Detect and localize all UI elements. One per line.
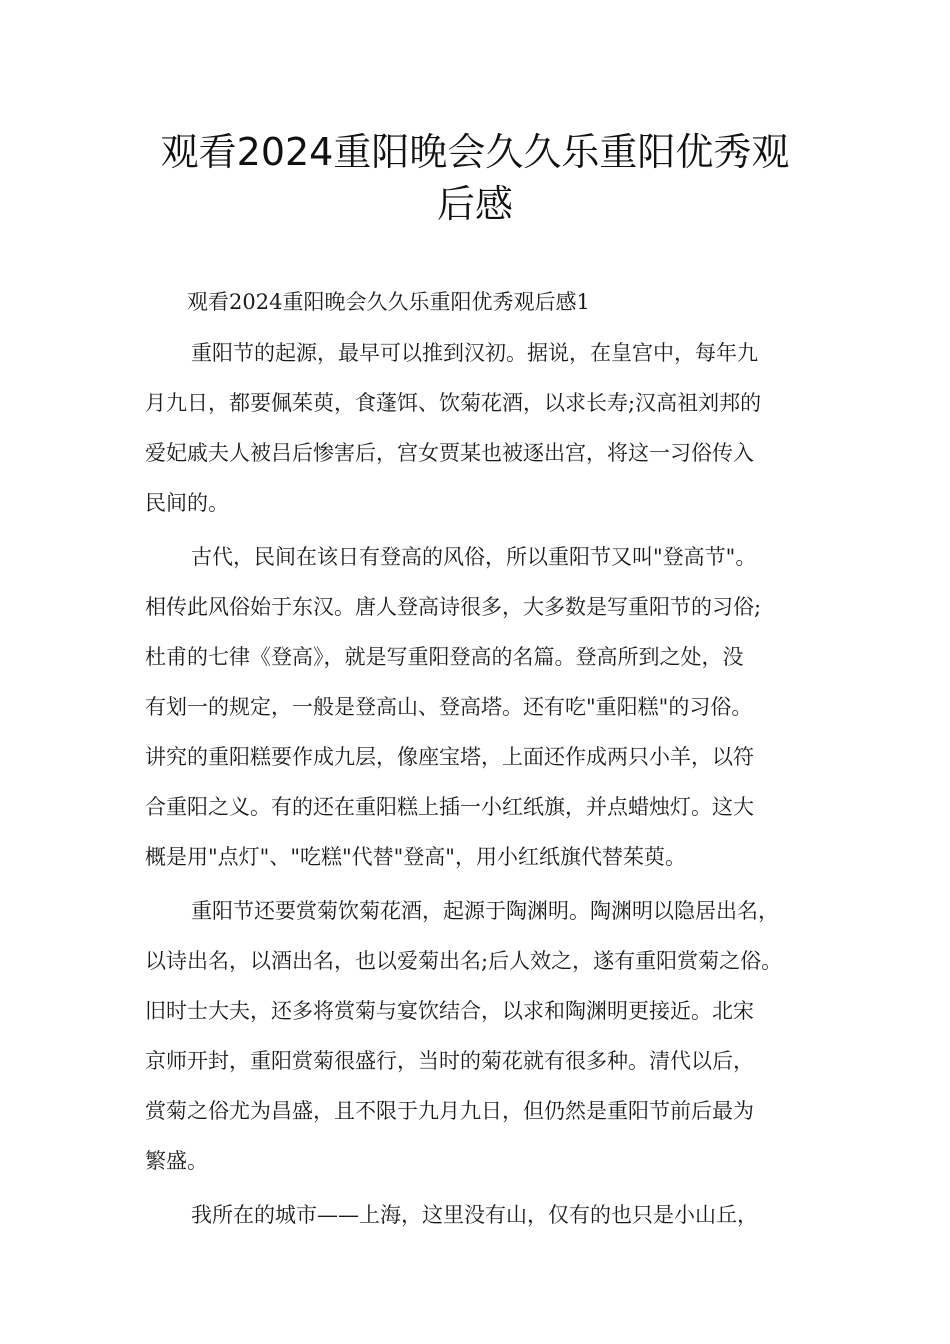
text-line: 相传此风俗始于东汉。唐人登高诗很多，大多数是写重阳节的习俗; xyxy=(145,595,762,619)
text-line: 京师开封，重阳赏菊很盛行，当时的菊花就有很多种。清代以后， xyxy=(145,1049,754,1073)
text-line: 古代，民间在该日有登高的风俗，所以重阳节又叫"登高节"。 xyxy=(191,545,757,569)
text-line: 概是用"点灯"、"吃糕"代替"登高"，用小红纸旗代替茱萸。 xyxy=(145,845,686,869)
section-heading: 观看2024重阳晚会久久乐重阳优秀观后感1 xyxy=(187,290,590,314)
paragraph-4 xyxy=(145,1190,825,1240)
text-line: 有划一的规定，一般是登高山、登高塔。还有吃"重阳糕"的习俗。 xyxy=(145,695,753,719)
text-line: 重阳节的起源，最早可以推到汉初。据说，在皇宫中，每年九 xyxy=(191,341,758,365)
text-line: 繁盛。 xyxy=(145,1149,208,1173)
title-line-2: 后感 xyxy=(436,182,513,226)
text-line: 杜甫的七律《登高》，就是写重阳登高的名篇。登高所到之处，没 xyxy=(145,645,744,669)
text-line: 重阳节还要赏菊饮菊花酒，起源于陶渊明。陶渊明以隐居出名， xyxy=(191,899,779,923)
text-line: 合重阳之义。有的还在重阳糕上插一小红纸旗，并点蜡烛灯。这大 xyxy=(145,795,754,819)
paragraph-1 xyxy=(145,328,825,528)
text-line: 爱妃戚夫人被吕后惨害后，宫女贾某也被逐出宫，将这一习俗传入 xyxy=(145,441,754,465)
text-line: 讲究的重阳糕要作成九层，像座宝塔，上面还作成两只小羊，以符 xyxy=(145,745,754,769)
paragraph-2 xyxy=(145,532,825,882)
text-line: 月九日，都要佩茱萸，食蓬饵、饮菊花酒，以求长寿;汉高祖刘邦的 xyxy=(145,391,762,415)
document-title xyxy=(0,126,950,230)
text-line: 民间的。 xyxy=(145,491,229,515)
paragraph-3 xyxy=(145,886,825,1186)
title-line-1: 观看2024重阳晚会久久乐重阳优秀观 xyxy=(160,130,790,174)
text-line: 以诗出名，以酒出名，也以爱菊出名;后人效之，遂有重阳赏菊之俗。 xyxy=(145,949,783,973)
document-body xyxy=(145,280,825,1240)
text-line: 赏菊之俗尤为昌盛，且不限于九月九日，但仍然是重阳节前后最为 xyxy=(145,1099,754,1123)
text-line: 旧时士大夫，还多将赏菊与宴饮结合，以求和陶渊明更接近。北宋 xyxy=(145,999,754,1023)
text-line: 我所在的城市——上海，这里没有山，仅有的也只是小山丘， xyxy=(191,1203,758,1227)
